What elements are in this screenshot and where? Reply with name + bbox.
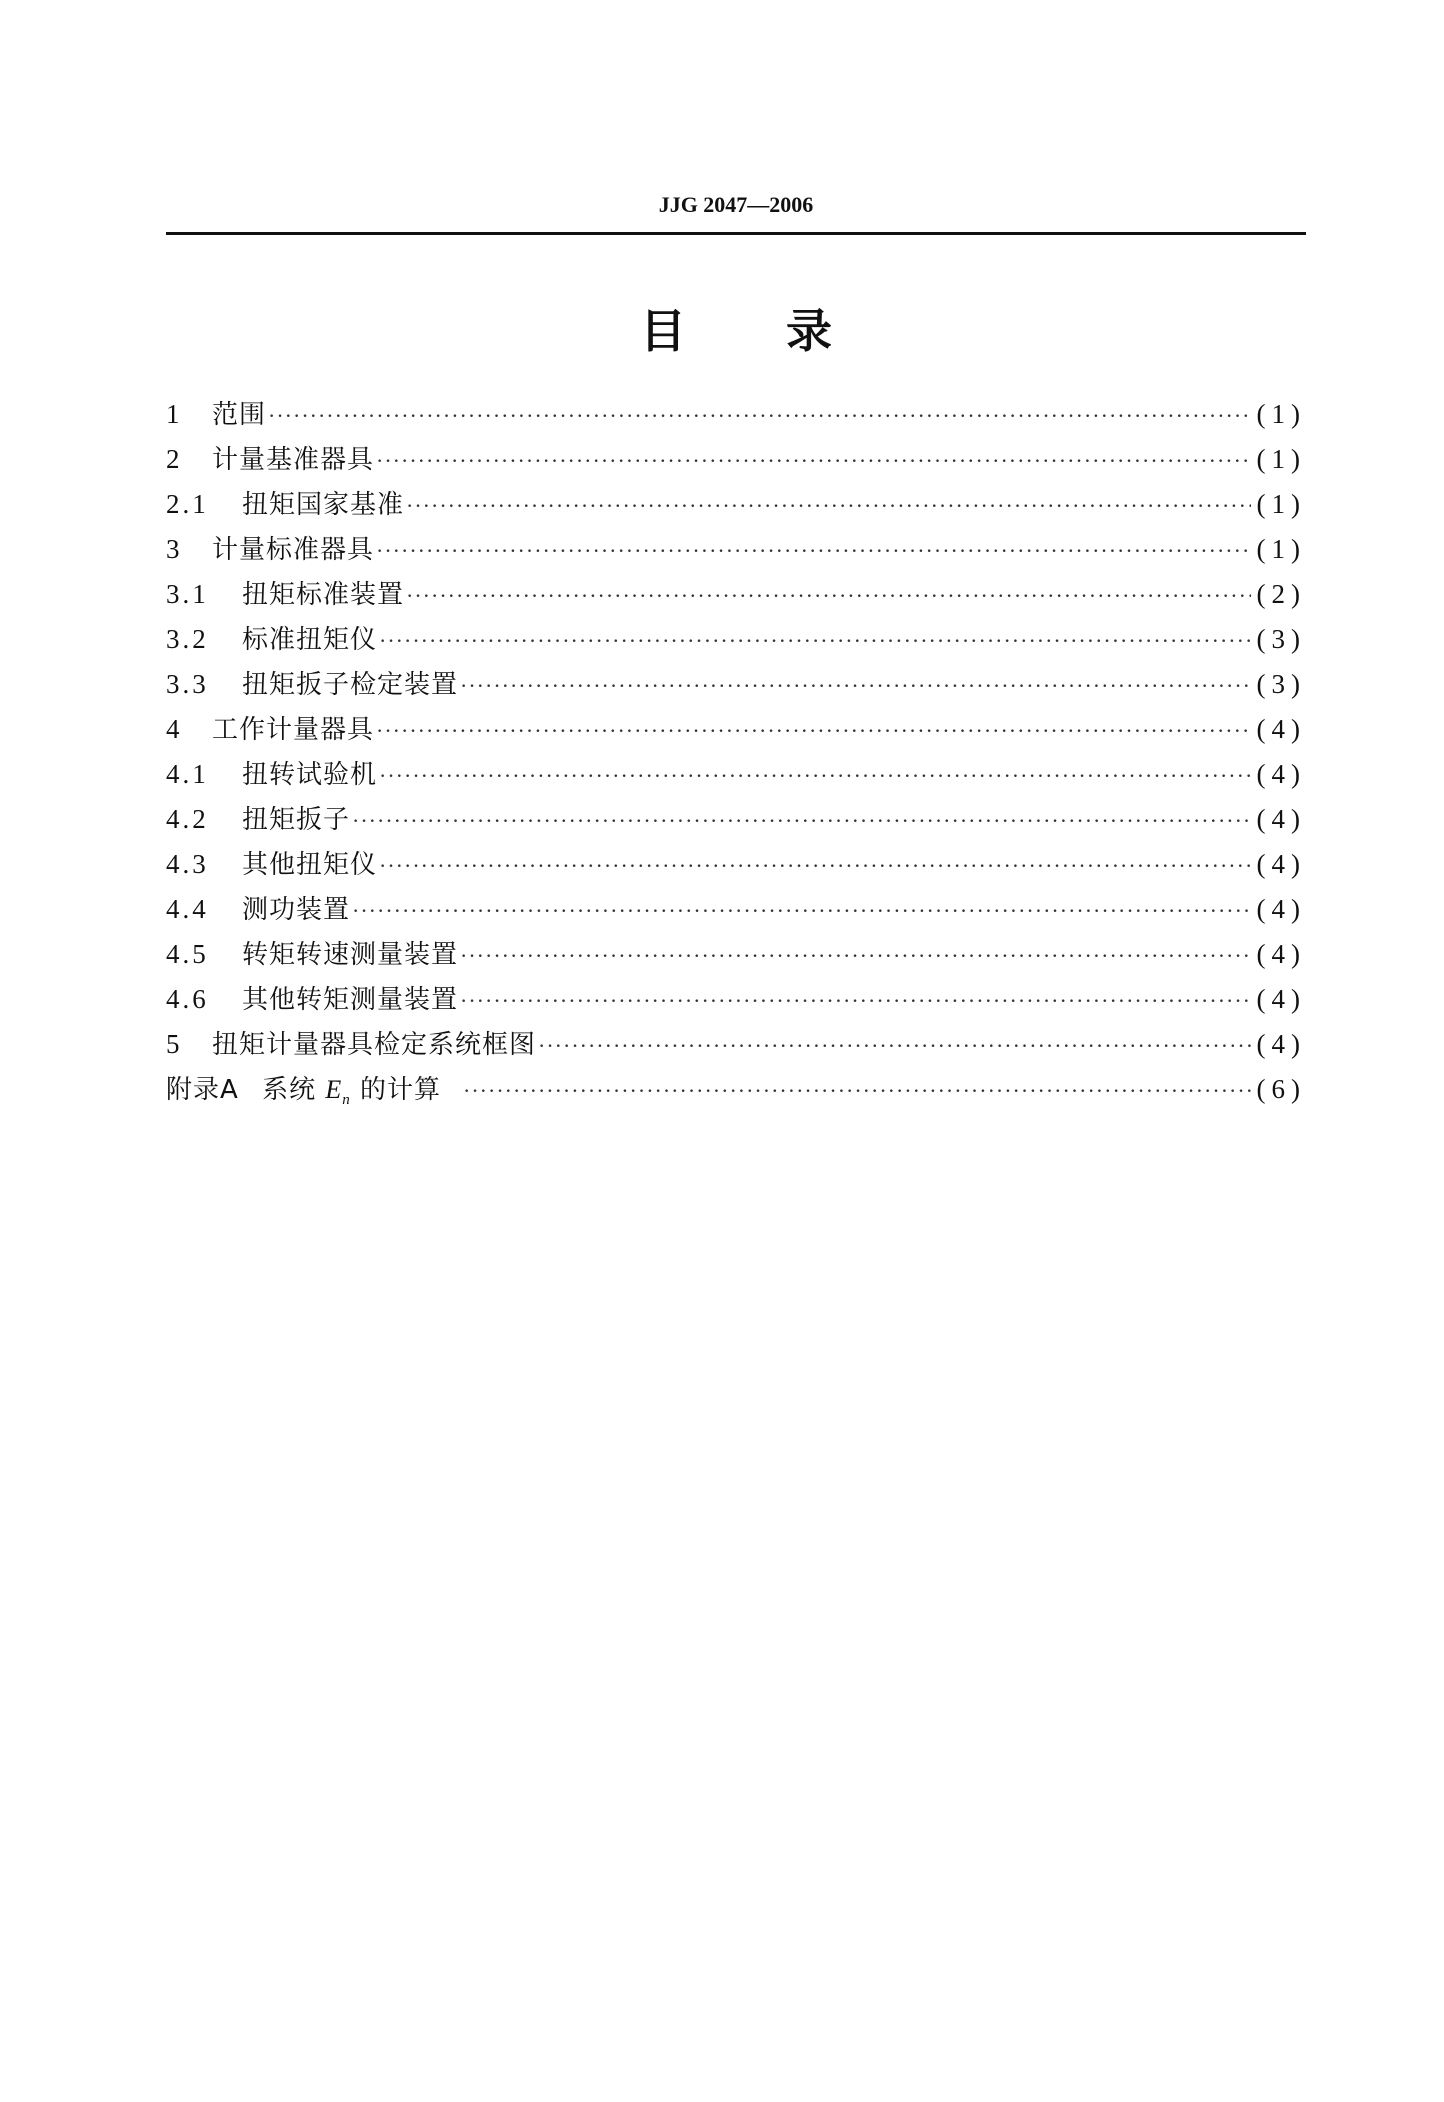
toc-entry-number: 3.3 xyxy=(166,669,209,699)
toc-entry[interactable] xyxy=(166,527,1306,572)
toc-entry-number: 4.1 xyxy=(166,759,209,789)
toc-leader-dots xyxy=(379,618,1251,663)
toc-leader-dots xyxy=(460,978,1251,1023)
toc-leader-dots xyxy=(376,708,1251,753)
toc-entry-label: 扭转试验机 xyxy=(242,760,378,790)
toc-entry-page: (4) xyxy=(1256,984,1306,1014)
toc-entry-number: 4.4 xyxy=(166,894,209,924)
toc-entry[interactable] xyxy=(166,887,1306,932)
toc-entry[interactable] xyxy=(166,617,1306,662)
toc-entry[interactable] xyxy=(166,752,1306,797)
toc-entry-number: 4.6 xyxy=(166,984,209,1014)
toc-entry-appendix[interactable] xyxy=(166,1067,1306,1112)
toc-leader-dots xyxy=(376,438,1251,483)
toc-entry[interactable] xyxy=(166,437,1306,482)
toc-entry-page: (1) xyxy=(1256,534,1306,564)
toc-entry-label: 扭矩扳子检定装置 xyxy=(242,670,459,700)
appendix-symbol: E xyxy=(325,1075,343,1104)
toc-leader-dots xyxy=(376,528,1251,573)
toc-entry-number: 4 xyxy=(166,714,183,744)
toc-entry-label: 计量基准器具 xyxy=(212,445,375,475)
toc-entry[interactable] xyxy=(166,932,1306,977)
toc-entry-label: 标准扭矩仪 xyxy=(242,625,378,655)
toc-entry-number: 3 xyxy=(166,534,183,564)
title-char-1: 目 xyxy=(640,304,686,358)
toc-entry-label: 其他扭矩仪 xyxy=(242,850,378,880)
toc-entry[interactable] xyxy=(166,797,1306,842)
toc-entry[interactable] xyxy=(166,392,1306,437)
toc-leader-dots xyxy=(379,843,1251,888)
toc-entry-number: 4.5 xyxy=(166,939,209,969)
toc-entry[interactable] xyxy=(166,1022,1306,1067)
table-of-contents xyxy=(166,392,1306,1112)
toc-entry-page: (4) xyxy=(1256,1029,1306,1059)
toc-entry-number: 4.3 xyxy=(166,849,209,879)
toc-entry-label: 范围 xyxy=(212,400,267,430)
toc-entry[interactable] xyxy=(166,842,1306,887)
toc-entry-number: 4.2 xyxy=(166,804,209,834)
toc-entry-label: 扭矩标准装置 xyxy=(242,580,405,610)
toc-entry-page: (4) xyxy=(1256,894,1306,924)
toc-entry-label: 其他转矩测量装置 xyxy=(242,985,459,1015)
toc-entry-page: (4) xyxy=(1256,849,1306,879)
toc-entry-page: (1) xyxy=(1256,399,1306,429)
toc-entry-page: (1) xyxy=(1256,489,1306,519)
toc-entry-label: 扭矩国家基准 xyxy=(242,490,405,520)
appendix-prefix: 附录A xyxy=(166,1075,239,1105)
toc-entry[interactable] xyxy=(166,662,1306,707)
toc-entry[interactable] xyxy=(166,482,1306,527)
toc-entry-number: 5 xyxy=(166,1029,183,1059)
toc-entry[interactable] xyxy=(166,977,1306,1022)
toc-entry-page: (4) xyxy=(1256,939,1306,969)
toc-entry-number: 1 xyxy=(166,399,183,429)
header-rule xyxy=(166,232,1306,235)
toc-leader-dots xyxy=(268,393,1251,438)
toc-entry-number: 2.1 xyxy=(166,489,209,519)
toc-entry-label: 测功装置 xyxy=(242,895,351,925)
toc-leader-dots xyxy=(406,573,1251,618)
toc-entry-label: 工作计量器具 xyxy=(212,715,375,745)
toc-leader-dots xyxy=(538,1023,1251,1068)
page-title xyxy=(166,295,1306,361)
toc-entry-page: (4) xyxy=(1256,759,1306,789)
toc-entry-label: 扭矩计量器具检定系统框图 xyxy=(212,1030,537,1060)
toc-entry-number: 3.1 xyxy=(166,579,209,609)
appendix-label-after: 的计算 xyxy=(360,1075,442,1105)
toc-entry-number: 3.2 xyxy=(166,624,209,654)
toc-leader-dots xyxy=(379,753,1251,798)
toc-leader-dots xyxy=(460,663,1251,708)
toc-entry-label: 转矩转速测量装置 xyxy=(242,940,459,970)
toc-entry-page: (4) xyxy=(1256,714,1306,744)
toc-leader-dots xyxy=(352,888,1251,933)
toc-entry-page: (3) xyxy=(1256,669,1306,699)
toc-leader-dots xyxy=(460,933,1251,978)
appendix-label-before: 系统 xyxy=(262,1075,317,1105)
toc-entry-page: (2) xyxy=(1256,579,1306,609)
toc-leader-dots xyxy=(406,483,1251,528)
toc-entry[interactable] xyxy=(166,707,1306,752)
toc-entry-page: (6) xyxy=(1256,1074,1306,1104)
toc-entry-page: (1) xyxy=(1256,444,1306,474)
standard-code-header: JJG 2047—2006 xyxy=(658,192,814,217)
toc-entry-label: 计量标准器具 xyxy=(212,535,375,565)
toc-leader-dots xyxy=(463,1068,1251,1113)
title-char-2: 录 xyxy=(786,304,832,358)
appendix-subscript: n xyxy=(342,1092,351,1109)
toc-entry-page: (4) xyxy=(1256,804,1306,834)
toc-entry-number: 2 xyxy=(166,444,183,474)
toc-leader-dots xyxy=(352,798,1251,843)
toc-entry[interactable] xyxy=(166,572,1306,617)
toc-appendix-label xyxy=(166,1067,441,1123)
toc-entry-label: 扭矩扳子 xyxy=(242,805,351,835)
toc-entry-page: (3) xyxy=(1256,624,1306,654)
